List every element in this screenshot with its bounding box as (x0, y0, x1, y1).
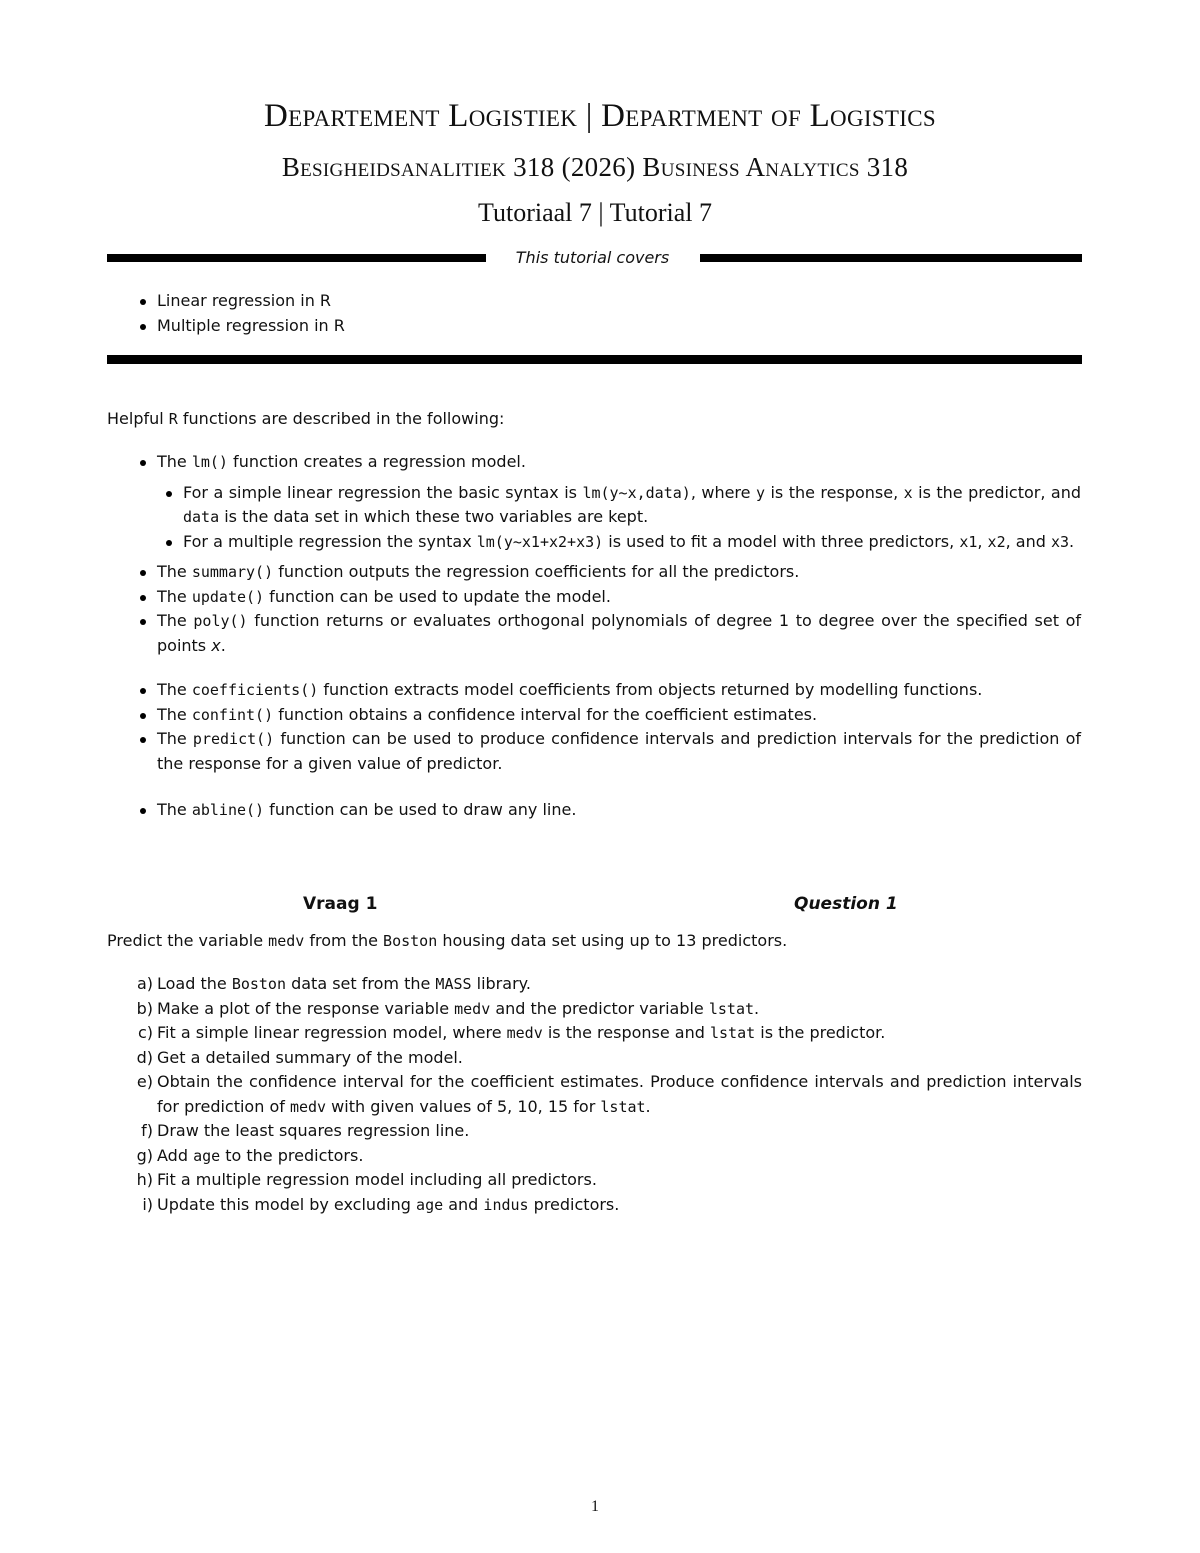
lm-multiple-syntax: For a multiple regression the syntax lm(y~x1+x2+x3) is used to fit a model with three predictors, x1, x2, and x3. (157, 530, 1081, 555)
function-item-summary: The summary() function outputs the regression coefficients for all the predictors. (131, 560, 1081, 585)
functions-list (131, 450, 1081, 823)
covers-bottom-rule (107, 355, 1082, 364)
function-item-poly: The poly() function returns or evaluates orthogonal polynomials of degree 1 to degree over the specified set of points x. (131, 609, 1081, 658)
covers-list (131, 289, 731, 338)
lm-simple-syntax: For a simple linear regression the basic syntax is lm(y~x,data), where y is the response, x is the predictor, and data is the data set in which these two variables are kept. (157, 481, 1081, 530)
course-title: Besigheidsanalitiek 318 (2026) Business Analytics 318 (281, 152, 909, 182)
question-item-c: c) Fit a simple linear regression model, where medv is the response and lstat is the predictor. (137, 1023, 886, 1042)
question-intro: Predict the variable medv from the Boston housing data set using up to 13 predictors. (107, 931, 788, 950)
question-item-i: i) Update this model by excluding age and indus predictors. (142, 1194, 620, 1214)
question-item-f: f) Draw the least squares regression line. (141, 1121, 470, 1140)
covers-label: This tutorial covers (515, 248, 670, 267)
question-item-a: a) Load the Boston data set from the MASS library. (136, 974, 531, 993)
question-item-h: h) Fit a multiple regression model including all predictors. (136, 1170, 597, 1189)
question-list (130, 972, 1082, 1217)
functions-intro: Helpful R functions are described in the following: (107, 409, 505, 428)
covers-item: Multiple regression in R (131, 314, 731, 339)
question-item-g: g) Add age to the predictors. (136, 1145, 364, 1165)
function-item-lm: The lm() function creates a regression model. For a simple linear regression the basic syntax is lm(y~x,data), where y is the response, x is the predictor, and data is the data set in which these two variables are kept. For a multiple regression the syntax lm(y~x1+x2+x3) is used to fit a model with three predictors, x1, x2, and x3. (131, 450, 1081, 554)
covers-rule-right (700, 254, 1082, 262)
question-item-b: b) Make a plot of the response variable medv and the predictor variable lstat. (136, 998, 760, 1018)
tutorial-title: Tutoriaal 7 | Tutorial 7 (478, 198, 712, 227)
question-item-d: d) Get a detailed summary of the model. (136, 1047, 463, 1067)
function-item-coefficients: The coefficients() function extracts model coefficients from objects returned by modelling functions. (131, 678, 1081, 703)
function-item-confint: The confint() function obtains a confidence interval for the coefficient estimates. (131, 703, 1081, 728)
page-number: 1 (591, 1498, 599, 1515)
function-item-abline: The abline() function can be used to draw any line. (131, 798, 1081, 823)
function-item-predict: The predict() function can be used to produce confidence intervals and prediction intervals for the prediction of the response for a given value of predictor. (131, 727, 1081, 776)
vraag-heading: Vraag 1 (303, 894, 378, 914)
question-heading: Question 1 (794, 894, 898, 914)
department-title: Departement Logistiek | Department of Logistics (264, 98, 936, 134)
covers-rule-left (107, 254, 486, 262)
covers-item: Linear regression in R (131, 289, 731, 314)
question-item-e: e) Obtain the confidence interval for the coefficient estimates. Produce confidence intervals and prediction intervals for prediction of medv with given values of 5, 10, 15 for lstat. (136, 1072, 1082, 1116)
function-item-update: The update() function can be used to update the model. (131, 585, 1081, 610)
